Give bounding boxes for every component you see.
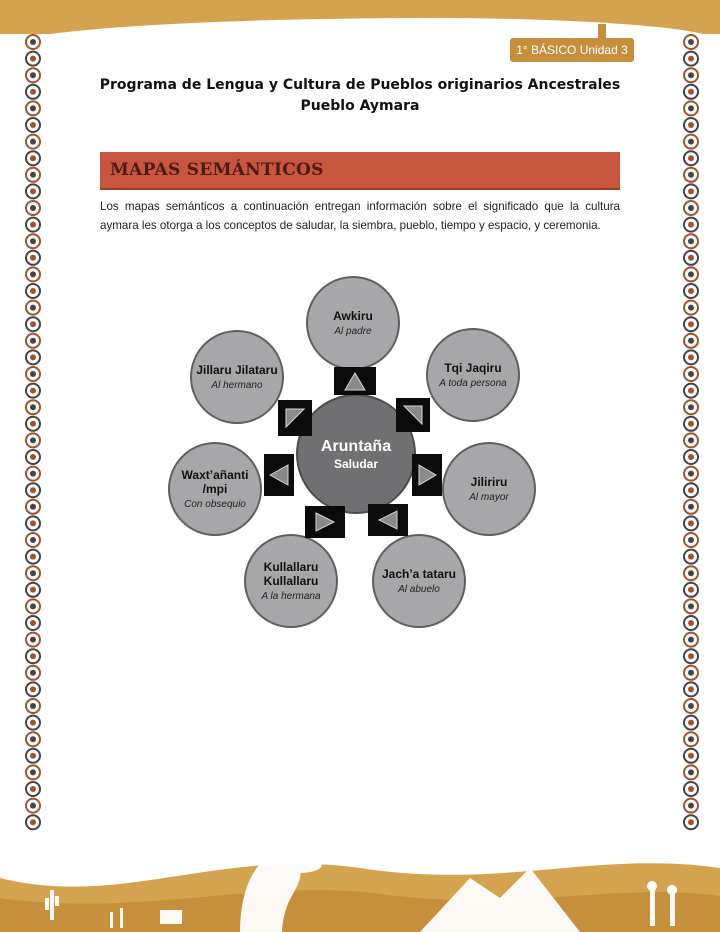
border-motif-icon [26, 483, 40, 497]
border-motif-icon [684, 815, 698, 829]
border-motif-icon [684, 533, 698, 547]
border-motif-icon [26, 682, 40, 696]
border-motif-icon [26, 583, 40, 597]
border-motif-icon [26, 450, 40, 464]
title-line-2: Pueblo Aymara [300, 98, 420, 114]
border-motif-icon [684, 599, 698, 613]
border-motif-icon [26, 400, 40, 414]
node-name: Awkiru [333, 308, 373, 323]
border-motif-icon [684, 516, 698, 530]
border-motif-icon [684, 135, 698, 149]
border-motif-icon [684, 350, 698, 364]
arrow-down-left-icon [305, 506, 345, 538]
border-motif-icon [26, 799, 40, 813]
node-meaning: A la hermana [261, 590, 321, 602]
border-motif-icon [26, 284, 40, 298]
border-motif-icon [684, 716, 698, 730]
node-name: Jiliriru [470, 474, 508, 489]
arrow-down-right-icon [368, 504, 408, 536]
border-motif-icon [684, 52, 698, 66]
unit-label: 1° BÁSICO Unidad 3 [510, 38, 634, 62]
border-motif-icon [684, 550, 698, 564]
border-motif-icon [26, 234, 40, 248]
border-motif-icon [684, 633, 698, 647]
border-motif-icon [26, 135, 40, 149]
section-header [100, 152, 620, 190]
center-title: Aruntaña [320, 437, 392, 455]
border-motif-icon [684, 699, 698, 713]
title-line-1: Programa de Lengua y Cultura de Pueblos originarios Ancestrales [99, 77, 621, 93]
left-decorative-border [23, 32, 43, 832]
border-motif-icon [26, 168, 40, 182]
node-meaning: Al mayor [469, 491, 509, 503]
border-motif-icon [684, 118, 698, 132]
intro-paragraph: Los mapas semánticos a continuación entregan información sobre el significado que la cultura aymara les otorga a los conceptos de saludar, la siembra, pueblo, tiempo y espacio, y ceremonia. [100, 200, 620, 232]
node-name: Kullallaru Kullallaru [263, 559, 319, 588]
border-motif-icon [26, 218, 40, 232]
border-motif-icon [684, 301, 698, 315]
node-awkiru [306, 276, 400, 370]
border-motif-icon [684, 201, 698, 215]
arrow-up-icon [334, 367, 376, 395]
border-motif-icon [684, 234, 698, 248]
border-motif-icon [26, 500, 40, 514]
border-motif-icon [684, 450, 698, 464]
right-decorative-border [681, 32, 701, 832]
border-motif-icon [26, 433, 40, 447]
node-meaning: Al hermano [211, 379, 263, 391]
border-motif-icon [26, 699, 40, 713]
node-kullallaru [244, 534, 338, 628]
border-motif-icon [26, 666, 40, 680]
node-name: Waxt’añanti /mpi [181, 467, 249, 496]
node-jillaru-jilataru [190, 330, 284, 424]
border-motif-icon [684, 334, 698, 348]
border-motif-icon [684, 583, 698, 597]
border-motif-icon [684, 151, 698, 165]
border-motif-icon [26, 384, 40, 398]
node-name: Jillaru Jilataru [196, 362, 278, 377]
border-motif-icon [26, 350, 40, 364]
border-motif-icon [26, 267, 40, 281]
border-motif-icon [684, 765, 698, 779]
border-motif-icon [684, 616, 698, 630]
border-motif-icon [26, 301, 40, 315]
node-jacha-tataru [372, 534, 466, 628]
border-motif-icon [26, 599, 40, 613]
border-motif-icon [26, 616, 40, 630]
border-motif-icon [26, 550, 40, 564]
node-tqi-jaqiru [426, 328, 520, 422]
border-motif-icon [26, 334, 40, 348]
border-motif-icon [26, 184, 40, 198]
border-motif-icon [26, 151, 40, 165]
border-motif-icon [684, 799, 698, 813]
border-motif-icon [684, 682, 698, 696]
border-motif-icon [26, 201, 40, 215]
border-motif-icon [684, 251, 698, 265]
border-motif-icon [684, 400, 698, 414]
arrow-left-icon [264, 454, 294, 496]
node-meaning: Al abuelo [398, 583, 440, 595]
border-motif-icon [26, 633, 40, 647]
border-motif-icon [26, 35, 40, 49]
border-motif-icon [26, 533, 40, 547]
border-motif-icon [26, 118, 40, 132]
document-title [0, 75, 720, 117]
arrow-up-right-icon [396, 398, 430, 432]
arrow-up-left-icon [278, 400, 312, 436]
border-motif-icon [26, 317, 40, 331]
border-motif-icon [26, 566, 40, 580]
border-motif-icon [26, 716, 40, 730]
border-motif-icon [26, 516, 40, 530]
border-motif-icon [26, 417, 40, 431]
node-meaning: Con obsequio [184, 498, 246, 510]
border-motif-icon [684, 483, 698, 497]
border-motif-icon [684, 267, 698, 281]
node-jiliriru [442, 442, 536, 536]
border-motif-icon [684, 317, 698, 331]
border-motif-icon [684, 35, 698, 49]
node-meaning: Al padre [334, 325, 372, 337]
node-waxtananti [168, 442, 262, 536]
semantic-map-diagram [160, 270, 560, 630]
border-motif-icon [26, 815, 40, 829]
border-motif-icon [684, 649, 698, 663]
border-motif-icon [684, 500, 698, 514]
node-name: Tqi Jaqiru [444, 360, 502, 375]
footer-landscape-illustration [0, 838, 720, 932]
border-motif-icon [684, 184, 698, 198]
border-motif-icon [26, 732, 40, 746]
border-motif-icon [684, 417, 698, 431]
border-motif-icon [684, 732, 698, 746]
center-subtitle: Saludar [333, 456, 378, 471]
border-motif-icon [684, 168, 698, 182]
border-motif-icon [26, 467, 40, 481]
border-motif-icon [684, 566, 698, 580]
border-motif-icon [26, 765, 40, 779]
border-motif-icon [26, 749, 40, 763]
border-motif-icon [684, 433, 698, 447]
border-motif-icon [26, 367, 40, 381]
border-motif-icon [26, 782, 40, 796]
border-motif-icon [26, 649, 40, 663]
arrow-right-icon [412, 454, 442, 496]
border-motif-icon [684, 467, 698, 481]
node-name: Jach’a tataru [381, 566, 457, 581]
border-motif-icon [26, 52, 40, 66]
section-title: MAPAS SEMÁNTICOS [110, 160, 324, 180]
border-motif-icon [684, 782, 698, 796]
node-meaning: A toda persona [439, 377, 507, 389]
border-motif-icon [684, 284, 698, 298]
border-motif-icon [684, 218, 698, 232]
border-motif-icon [684, 666, 698, 680]
border-motif-icon [26, 251, 40, 265]
border-motif-icon [684, 749, 698, 763]
border-motif-icon [684, 367, 698, 381]
border-motif-icon [684, 384, 698, 398]
